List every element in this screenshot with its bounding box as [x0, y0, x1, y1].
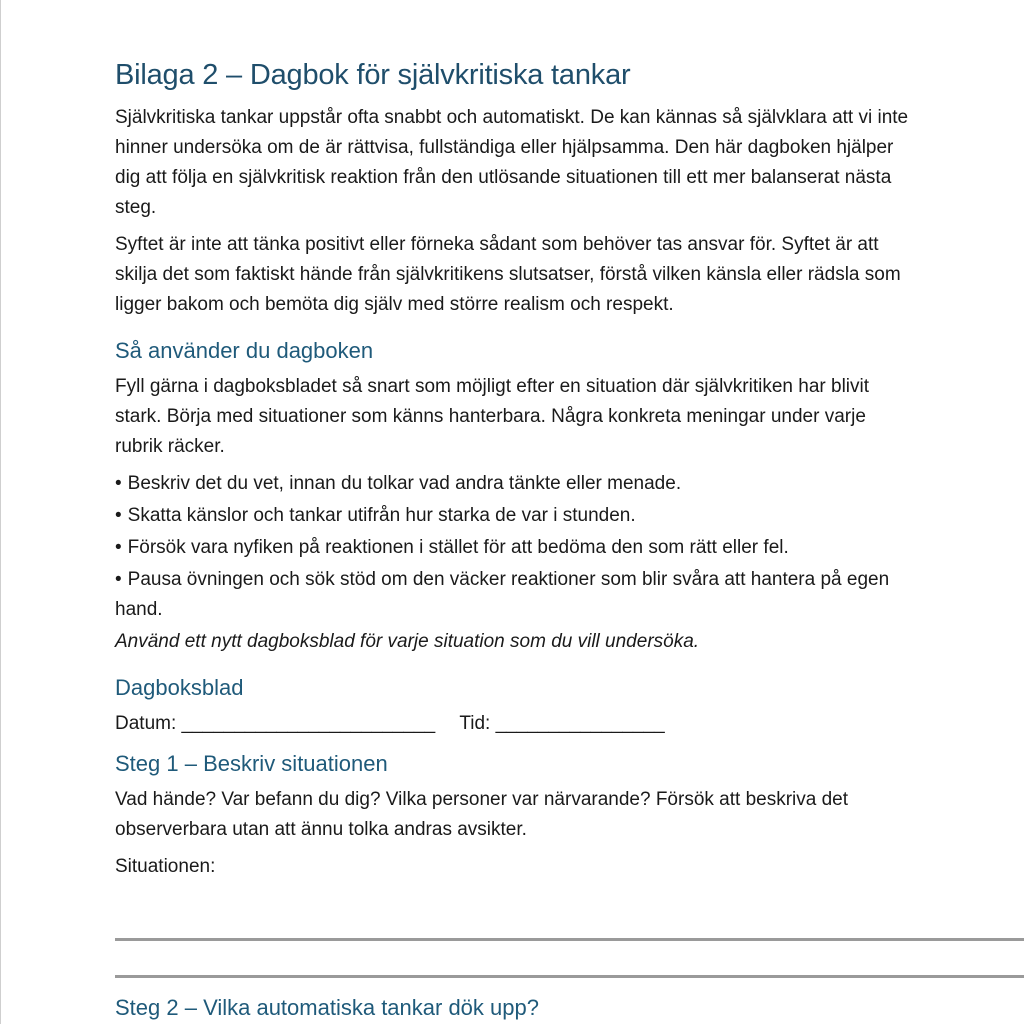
- situation-write-line-2[interactable]: [115, 975, 1024, 978]
- bullet-dot-icon: •: [115, 505, 122, 526]
- document-body: [115, 56, 915, 882]
- date-field[interactable]: ________________________: [181, 713, 436, 734]
- list-item: • Pausa övningen och sök stöd om den väcker reaktioner som blir svåra att hantera på egen hand.: [115, 569, 890, 620]
- sheet-heading: Dagboksblad: [115, 675, 244, 700]
- step1-paragraph: Vad hände? Var befann du dig? Vilka personer var närvarande? Försök att beskriva det observerbara utan att ännu tolka andras avsikter.: [115, 789, 849, 840]
- situation-label: Situationen:: [115, 856, 216, 877]
- step1-heading: Steg 1 – Beskriv situationen: [115, 751, 388, 776]
- list-item: • Försök vara nyfiken på reaktionen i stället för att bedöma den som rätt eller fel.: [115, 537, 789, 558]
- step2-heading: Steg 2 – Vilka automatiska tankar dök upp?: [115, 995, 539, 1020]
- page-title: Bilaga 2 – Dagbok för självkritiska tankar: [115, 59, 631, 91]
- intro-paragraph-1: Självkritiska tankar uppstår ofta snabbt och automatiskt. De kan kännas så självklara att vi inte hinner undersöka om de är rättvisa, fullständiga eller hjälpsamma. Den här dagboken hjälper dig att följa en självkritisk reaktion från den utlösande situationen till ett mer balanserat nästa steg.: [115, 107, 909, 218]
- date-label: Datum:: [115, 713, 177, 734]
- bullet-dot-icon: •: [115, 473, 122, 494]
- list-item: • Beskriv det du vet, innan du tolkar vad andra tänkte eller menade.: [115, 473, 682, 494]
- time-label: Tid:: [459, 713, 491, 734]
- time-field[interactable]: ________________: [495, 713, 665, 734]
- bullet-dot-icon: •: [115, 569, 122, 590]
- intro-paragraph-2: Syftet är inte att tänka positivt eller förneka sådant som behöver tas ansvar för. Syftet är att skilja det som faktiskt hände från självkritikens slutsatser, förstå vilken känsla eller rädsla som ligger bakom och bemöta dig själv med större realism och respekt.: [115, 234, 901, 315]
- bullet-dot-icon: •: [115, 537, 122, 558]
- usage-paragraph: Fyll gärna i dagboksbladet så snart som möjligt efter en situation där självkritiken har blivit stark. Börja med situationer som känns hanterbara. Några konkreta meningar under varje rubrik räcker.: [115, 376, 870, 457]
- situation-write-line-1[interactable]: [115, 938, 1024, 941]
- date-time-row: [115, 709, 915, 739]
- usage-heading: Så använder du dagboken: [115, 338, 374, 363]
- usage-note: Använd ett nytt dagboksblad för varje situation som du vill undersöka.: [115, 631, 700, 652]
- page-edge: [0, 0, 1, 1024]
- list-item: • Skatta känslor och tankar utifrån hur starka de var i stunden.: [115, 505, 636, 526]
- usage-bullet-list: [115, 469, 915, 625]
